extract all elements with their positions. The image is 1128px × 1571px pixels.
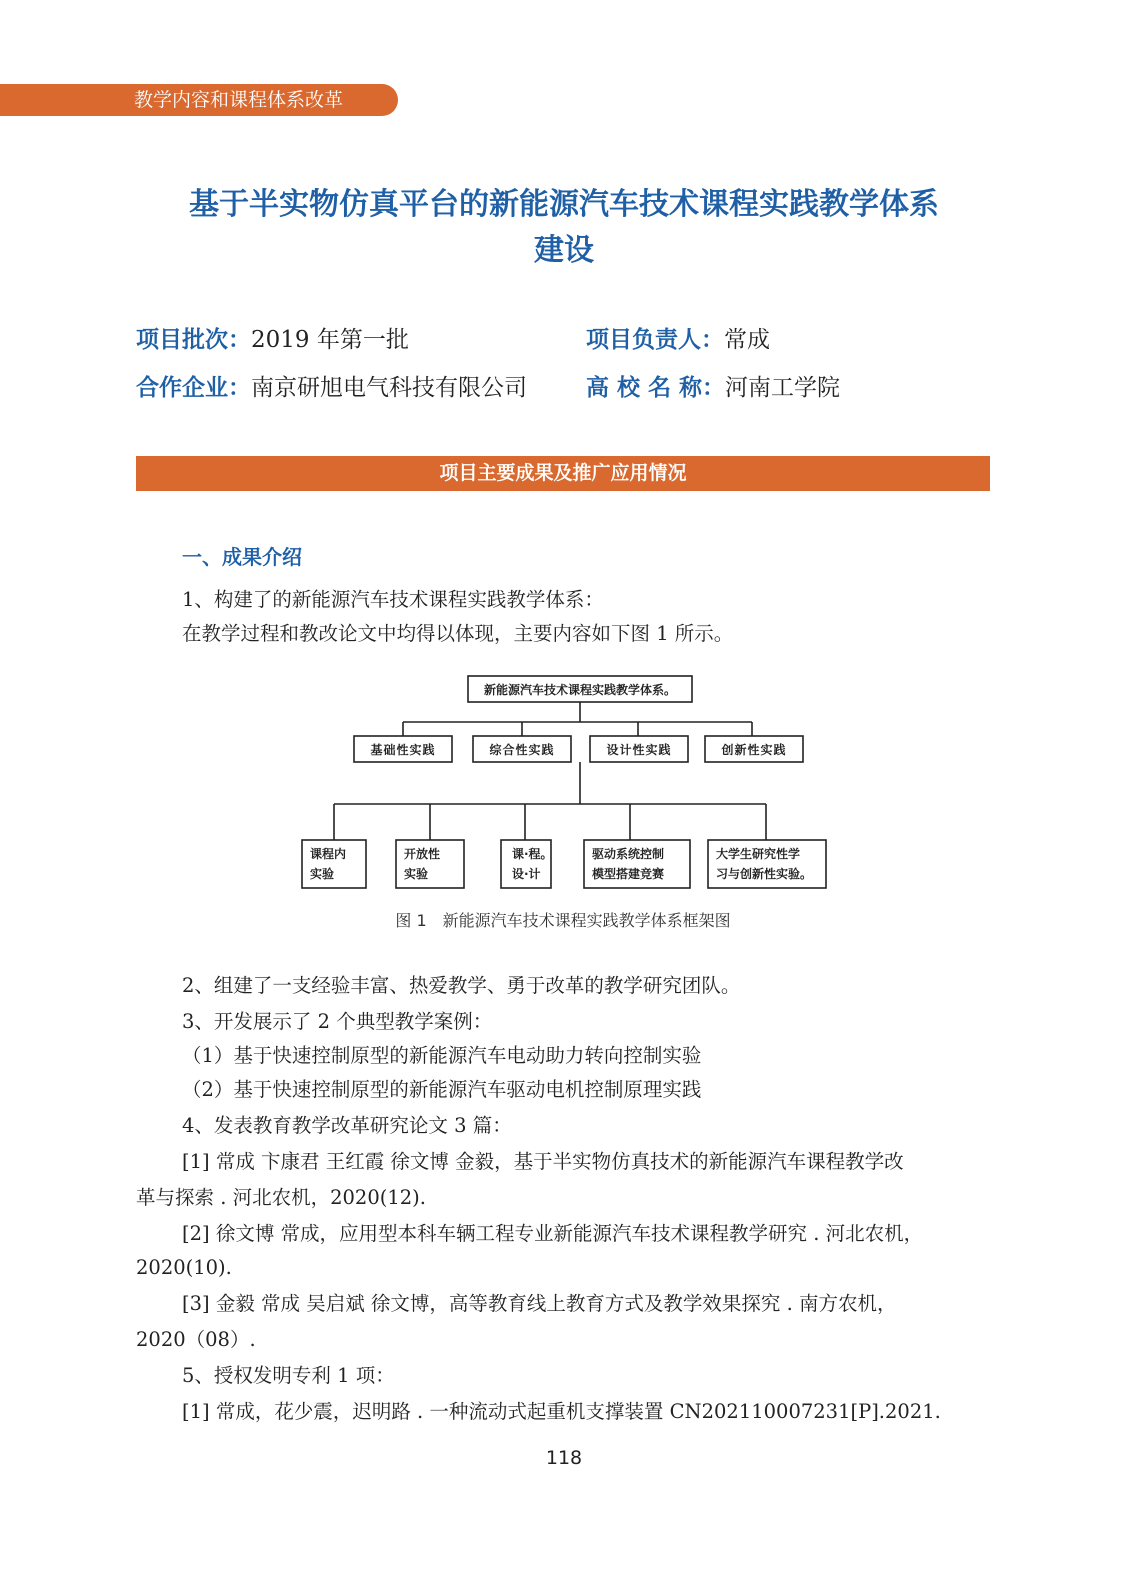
figure-caption: 图 1 新能源汽车技术课程实践教学体系框架图 [395,911,731,930]
meta-company-value: 南京研旭电气科技有限公司 [251,375,527,401]
page-title [80,182,1048,274]
diagram-l2-label-4a: 驱动系统控制 [592,847,665,861]
diagram-l1-label-2: 综合性实践 [489,743,555,757]
title-line-1: 基于半实物仿真平台的新能源汽车技术课程实践教学体系 [189,187,939,222]
section-title-bar: 项目主要成果及推广应用情况 [136,456,990,491]
diagram-l2-label-5b: 习与创新性实验。 [716,867,813,881]
reference-2-line-1: [2] 徐文博 常成，应用型本科车辆工程专业新能源汽车技术课程教学研究 . 河北农机， [182,1222,924,1245]
meta-leader-label: 项目负责人： [586,327,724,353]
diagram-l2-label-2b: 实验 [404,867,429,881]
meta-batch [136,324,409,356]
patent-1: [1] 常成，花少震，迟明路 . 一种流动式起重机支撑装置 CN202110007231[P].2021. [182,1400,941,1423]
meta-leader-value: 常成 [724,327,770,353]
meta-school-value: 河南工学院 [725,375,841,401]
meta-batch-label: 项目批次： [136,327,251,353]
diagram-l2-label-1a: 课程内 [310,847,347,861]
diagram-l1-label-3: 设计性实践 [606,743,672,757]
section-header-tab: 教学内容和课程体系改革 [0,84,398,116]
meta-leader [586,324,770,356]
diagram-l2-label-1b: 实验 [310,867,335,881]
paragraph-3: 2、组建了一支经验丰富、热爱教学、勇于改革的教学研究团队。 [182,974,741,997]
diagram-l1-label-1: 基础性实践 [370,743,436,757]
meta-company [136,372,527,404]
case-2: （2）基于快速控制原型的新能源汽车驱动电机控制原理实践 [182,1078,702,1101]
page-number: 118 [545,1447,583,1469]
reference-3-line-2: 2020（08）. [136,1328,256,1351]
reference-2-line-2: 2020(10). [136,1256,232,1279]
subheading: 一、成果介绍 [182,545,302,569]
paragraph-1: 1、构建了的新能源汽车技术课程实践教学体系： [182,588,604,611]
paragraph-6: 5、授权发明专利 1 项： [182,1364,395,1387]
case-1: （1）基于快速控制原型的新能源汽车电动助力转向控制实验 [182,1044,702,1067]
diagram-l1-label-4: 创新性实践 [721,743,787,757]
paragraph-5: 4、发表教育教学改革研究论文 3 篇： [182,1114,512,1137]
meta-batch-value: 2019 年第一批 [251,327,409,353]
reference-1-line-2: 革与探索 . 河北农机，2020(12). [136,1186,426,1209]
diagram-l2-label-5a: 大学生研究性学 [716,847,801,861]
diagram-root-label: 新能源汽车技术课程实践教学体系。 [483,683,677,697]
diagram-l2-label-3b: 设·计 [512,867,541,881]
reference-1-line-1: [1] 常成 卞康君 王红霞 徐文博 金毅，基于半实物仿真技术的新能源汽车课程教学改 [182,1150,904,1173]
paragraph-2: 在教学过程和教改论文中均得以体现，主要内容如下图 1 所示。 [182,622,734,645]
diagram-l2-label-2a: 开放性 [404,847,441,861]
paragraph-4: 3、开发展示了 2 个典型教学案例： [182,1010,493,1033]
reference-3-line-1: [3] 金毅 常成 吴启斌 徐文博，高等教育线上教育方式及教学效果探究 . 南方农机， [182,1292,897,1315]
meta-school [586,372,840,404]
title-line-2: 建设 [534,233,594,268]
diagram-l2-label-3a: 课·程。 [512,847,553,861]
diagram-l2-label-4b: 模型搭建竞赛 [592,867,665,881]
meta-company-label: 合作企业： [136,375,251,401]
framework-diagram [290,668,830,898]
meta-school-label: 高 校 名 称： [586,375,726,401]
